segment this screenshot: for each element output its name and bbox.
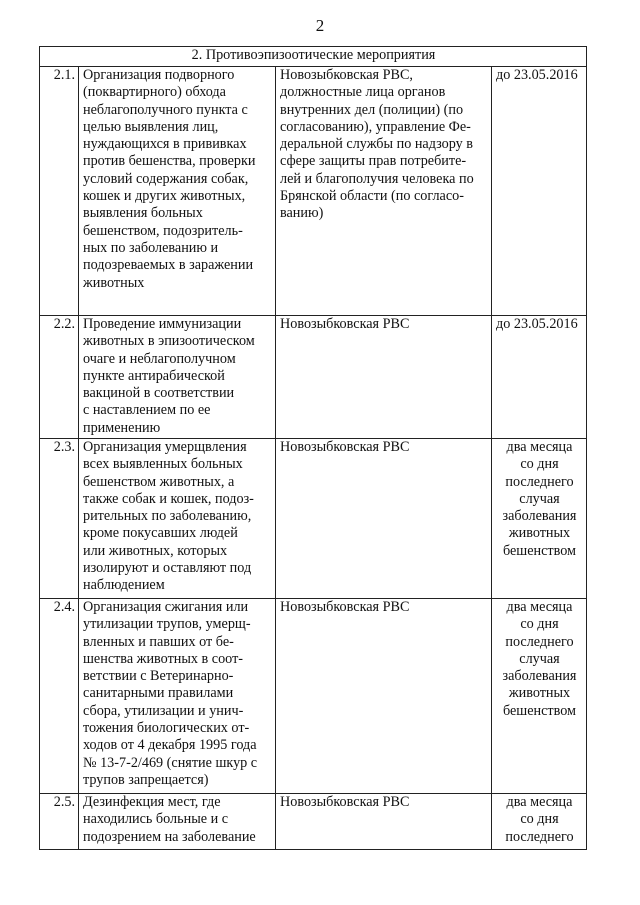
action-text: Дезинфекция мест, где находились больные и с подозрением на заболевание: [83, 794, 256, 845]
responsible-cell: [276, 599, 492, 794]
section-header-row: [40, 47, 587, 67]
section-title: 2. Противоэпизоотические мероприятия: [40, 47, 587, 67]
responsible-cell: [276, 316, 492, 439]
deadline-cell: до 23.05.2016: [492, 67, 587, 316]
table-row: [40, 67, 587, 316]
deadline-cell: [492, 599, 587, 794]
table-row: [40, 316, 587, 439]
responsible-text: Новозыбковская РВС: [280, 794, 410, 810]
action-text: Проведение иммунизации животных в эпизоотическом очаге и неблагополучном пункте антирабической вакциной в соответствии с наставлением по ее применению: [83, 316, 255, 436]
table-row: [40, 439, 587, 599]
action-cell: [79, 599, 276, 794]
action-cell: [79, 439, 276, 599]
responsible-text: Новозыбковская РВС: [280, 439, 410, 455]
responsible-cell: [276, 794, 492, 850]
action-cell: [79, 67, 276, 316]
row-number: 2.1.: [40, 67, 79, 316]
action-cell: [79, 316, 276, 439]
responsible-cell: [276, 67, 492, 316]
responsible-text: Новозыбковская РВС: [280, 316, 410, 332]
action-text: Организация умерщвления всех выявленных больных бешенством животных, а также собак и кошек, подоз- рительных по заболеванию, кроме покусавших людей или животных, которых изолируют и оставляют под наблюдением: [83, 439, 254, 594]
responsible-cell: [276, 439, 492, 599]
action-text: Организация сжигания или утилизации трупов, умерщ- вленных и павших от бе- шенства животных в соот- ветствии с Ветеринарно- санитарными правилами сбора, утилизации и унич- тожения биологических от- ходов от 4 декабря 1995 года № 13-7-2/469 (снятие шкур с трупов запрещается): [83, 599, 258, 788]
deadline-cell: до 23.05.2016: [492, 316, 587, 439]
deadline-text: два месяца со дня последнего случая заболевания животных бешенством: [502, 599, 577, 719]
table-row: [40, 599, 587, 794]
row-number: 2.4.: [40, 599, 79, 794]
action-text: Организация подворного (поквартирного) обхода неблагополучного пункта с целью выявления лиц, нуждающихся в прививках против бешенства, проверки условий содержания собак, кошек и других животных, выявления больных бешенством, подозритель- ных по заболеванию и подозреваемых в заражении животных: [83, 67, 256, 291]
row-number: 2.3.: [40, 439, 79, 599]
row-number: 2.2.: [40, 316, 79, 439]
page-number: 2: [315, 16, 325, 35]
row-number: 2.5.: [40, 794, 79, 850]
deadline-text: два месяца со дня последнего: [505, 794, 574, 845]
table-row: [40, 794, 587, 850]
responsible-text: Новозыбковская РВС, должностные лица органов внутренних дел (полиции) (по согласованию), управление Фе- деральной службы по надзору в сфере защиты прав потребите- лей и благополучия человека по Брянской области (по согласо- ванию): [280, 67, 474, 222]
responsible-text: Новозыбковская РВС: [280, 599, 410, 615]
deadline-text: два месяца со дня последнего случая заболевания животных бешенством: [502, 439, 577, 559]
measures-table: [39, 46, 587, 850]
action-cell: [79, 794, 276, 850]
deadline-cell: [492, 794, 587, 850]
deadline-cell: [492, 439, 587, 599]
